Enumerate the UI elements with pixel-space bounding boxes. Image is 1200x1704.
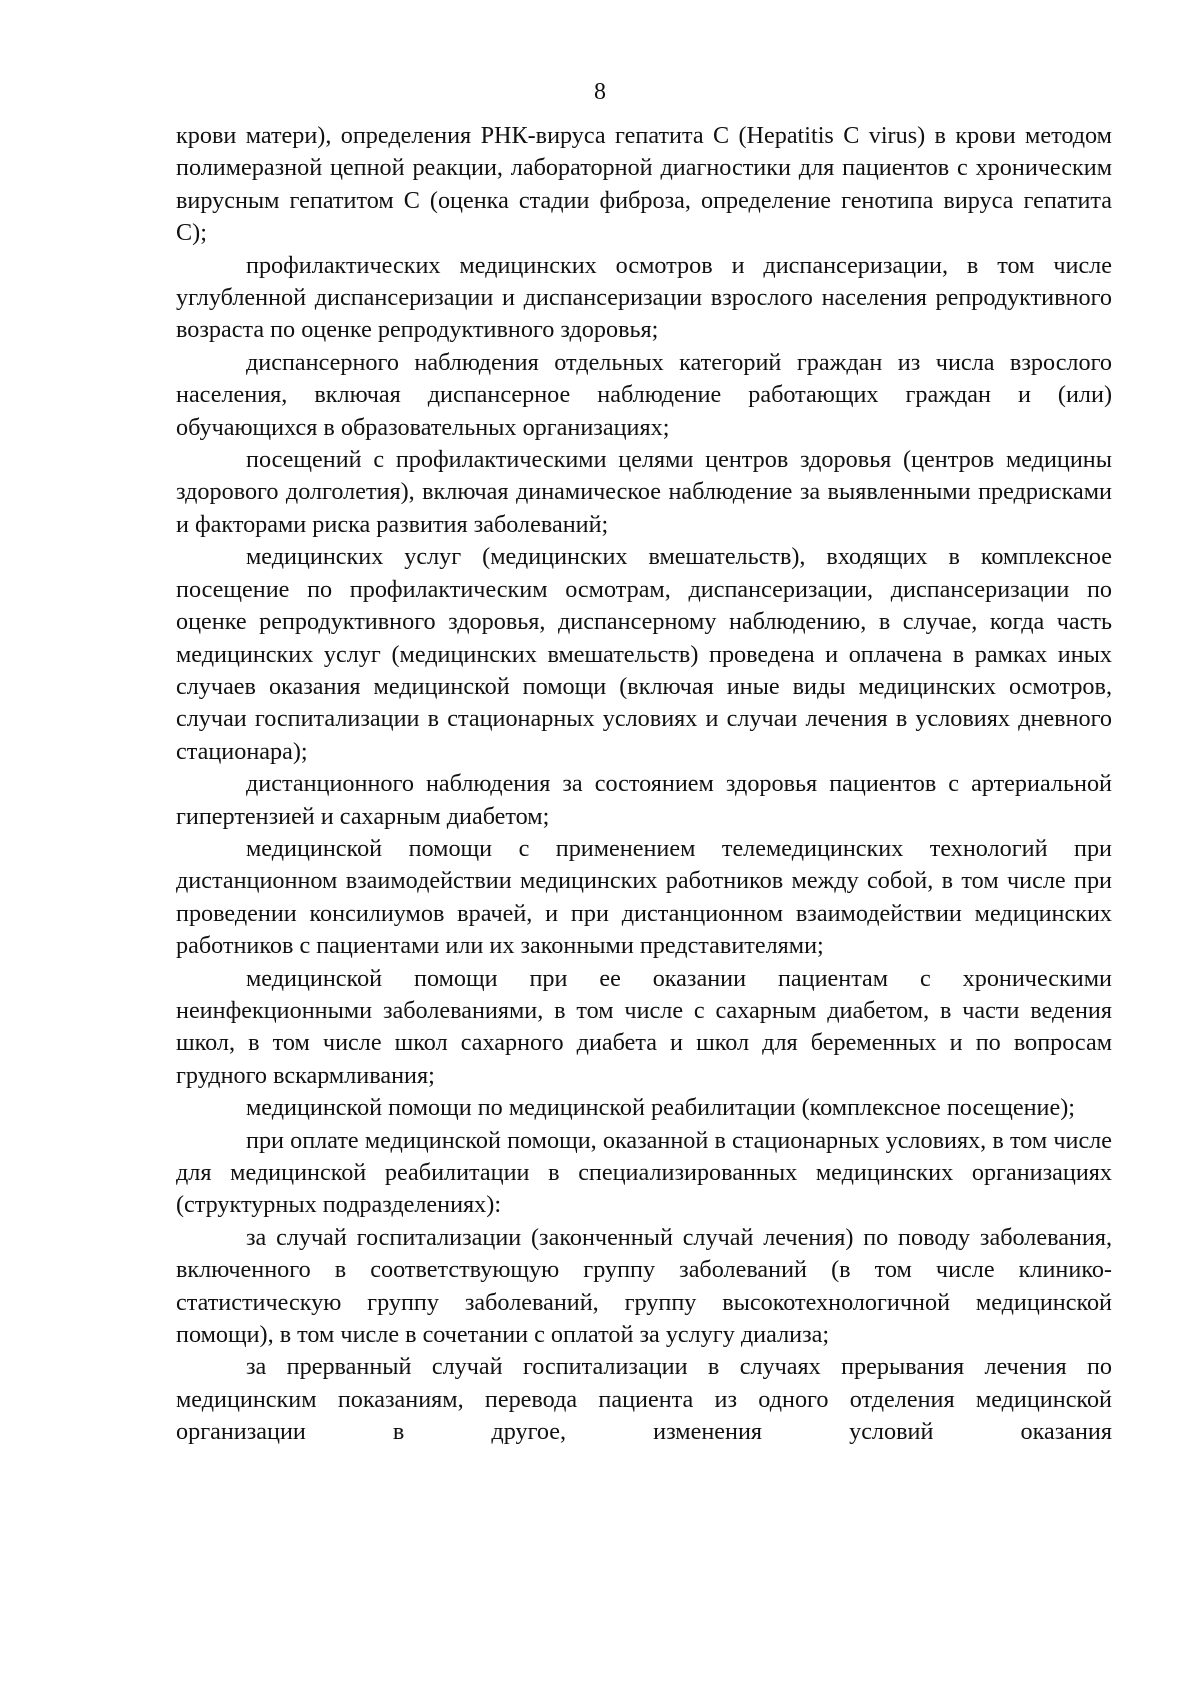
paragraph-12: за прерванный случай госпитализации в случаях прерывания лечения по медицинским показаниям, перевода пациента из одного отделения медицинской организации в другое, изменения условий оказания — [176, 1353, 1112, 1446]
paragraph-11: за случай госпитализации (законченный случай лечения) по поводу заболевания, включенного в соответствующую группу заболеваний (в том числе клинико-статистическую группу заболеваний, группу высокотехнологичной медицинской помощи), в том числе в сочетании с оплатой за услугу диализа; — [176, 1223, 1112, 1349]
page-number: 8 — [594, 79, 606, 105]
document-body — [176, 120, 1112, 1449]
paragraph-7: медицинской помощи с применением телемедицинских технологий при дистанционном взаимодействии медицинских работников между собой, в том числе при проведении консилиумов врачей, и при дистанционном взаимодействии медицинских работников с пациентами или их законными представителями; — [176, 834, 1112, 960]
paragraph-3: диспансерного наблюдения отдельных категорий граждан из числа взрослого населения, включая диспансерное наблюдение работающих граждан и (или) обучающихся в образовательных организациях; — [176, 348, 1112, 441]
paragraph-5: медицинских услуг (медицинских вмешательств), входящих в комплексное посещение по профилактическим осмотрам, диспансеризации, диспансеризации по оценке репродуктивного здоровья, диспансерному наблюдению, в случае, когда часть медицинских услуг (медицинских вмешательств) проведена и оплачена в рамках иных случаев оказания медицинской помощи (включая иные виды медицинских осмотров, случаи госпитализации в стационарных условиях и случаи лечения в условиях дневного стационара); — [176, 543, 1112, 765]
paragraph-4: посещений с профилактическими целями центров здоровья (центров медицины здорового долголетия), включая динамическое наблюдение за выявленными предрисками и факторами риска развития заболеваний; — [176, 446, 1112, 538]
paragraph-1: крови матери), определения РНК-вируса гепатита С (Hepatitis C virus) в крови методом полимеразной цепной реакции, лабораторной диагностики для пациентов с хроническим вирусным гепатитом С (оценка стадии фиброза, определение генотипа вируса гепатита С); — [176, 122, 1112, 247]
paragraph-2: профилактических медицинских осмотров и диспансеризации, в том числе углубленной диспансеризации и диспансеризации взрослого населения репродуктивного возраста по оценке репродуктивного здоровья; — [176, 251, 1112, 344]
paragraph-9: медицинской помощи по медицинской реабилитации (комплексное посещение); — [246, 1094, 1076, 1122]
paragraph-10: при оплате медицинской помощи, оказанной в стационарных условиях, в том числе для медицинской реабилитации в специализированных медицинских организациях (структурных подразделениях): — [176, 1126, 1112, 1219]
paragraph-6: дистанционного наблюдения за состоянием здоровья пациентов с артериальной гипертензией и сахарным диабетом; — [176, 770, 1112, 830]
paragraph-8: медицинской помощи при ее оказании пациентам с хроническими неинфекционными заболеваниями, в том числе с сахарным диабетом, в части ведения школ, в том числе школ сахарного диабета и школ для беременных и по вопросам грудного вскармливания; — [176, 964, 1112, 1089]
